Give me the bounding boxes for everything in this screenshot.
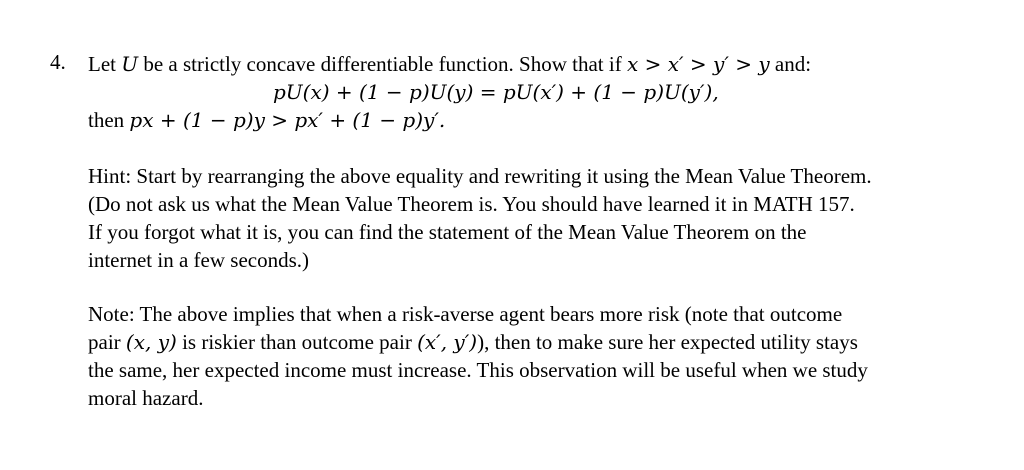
note-line: Note: The above implies that when a risk-averse agent bears more risk (note that outcome <box>88 302 843 326</box>
hint-line: internet in a few seconds.) <box>88 248 310 272</box>
conclusion-math: px + (1 − p)y > px′ + (1 − p)y′. <box>129 108 446 132</box>
conclusion-prefix: then <box>88 108 130 132</box>
hint-paragraph <box>88 162 988 274</box>
problem-content <box>88 50 988 410</box>
note-math-pair-xy-prime: (x′, y′) <box>417 330 478 354</box>
note-math-pair-xy: (x, y) <box>125 330 177 354</box>
problem-number: 4. <box>50 50 66 74</box>
statement-line <box>88 50 988 78</box>
note-paragraph <box>88 300 988 412</box>
conclusion-line <box>88 106 988 134</box>
note-line: the same, her expected income must increase. This observation will be useful when we study <box>88 358 868 382</box>
statement-end: and: <box>769 52 812 76</box>
equation: pU(x) + (1 − p)U(y) = pU(x′) + (1 − p)U(y′), <box>273 80 719 104</box>
statement-variable: U <box>121 52 139 76</box>
note-text: pair <box>88 330 126 354</box>
statement-prefix: Let <box>88 52 122 76</box>
hint-line: If you forgot what it is, you can find the statement of the Mean Value Theorem on the <box>88 220 807 244</box>
hint-line: (Do not ask us what the Mean Value Theorem is. You should have learned it in MATH 157. <box>88 192 855 216</box>
note-text: ), then to make sure her expected utility stays <box>477 330 858 354</box>
statement-suffix: be a strictly concave differentiable function. Show that if <box>138 52 627 76</box>
hint-line: Hint: Start by rearranging the above equality and rewriting it using the Mean Value Theorem. <box>88 164 872 188</box>
equation-line <box>88 78 988 106</box>
statement-condition: x > x′ > y′ > y <box>626 52 770 76</box>
note-text: is riskier than outcome pair <box>176 330 418 354</box>
note-line: moral hazard. <box>88 386 204 410</box>
note-line <box>88 328 988 356</box>
